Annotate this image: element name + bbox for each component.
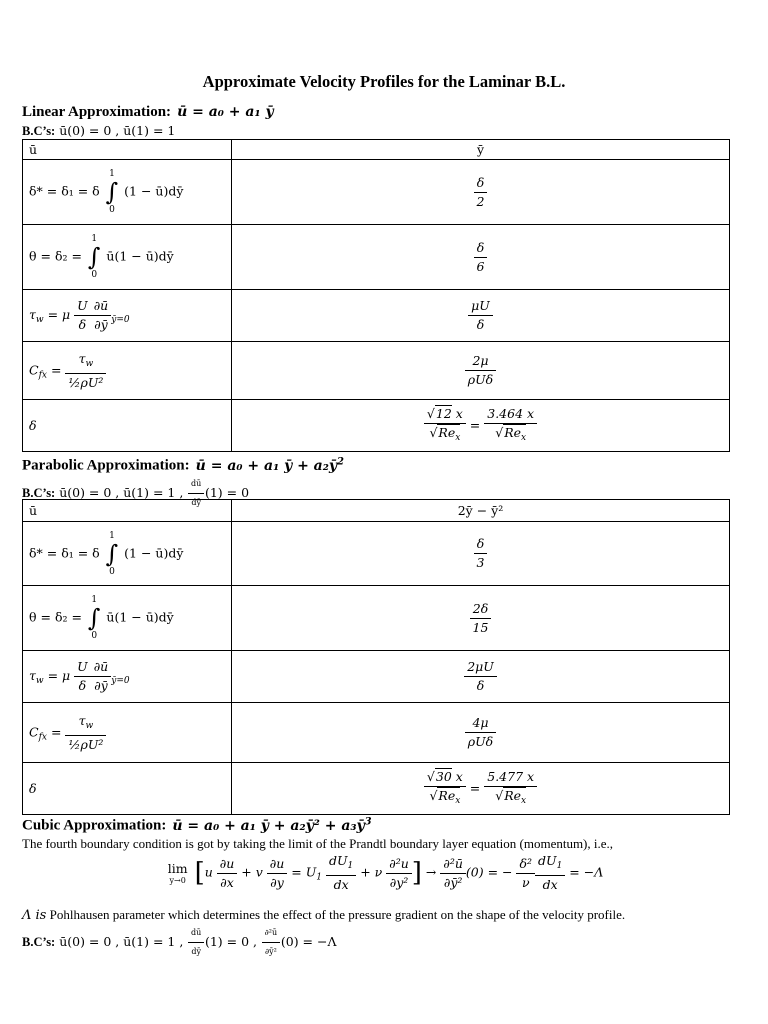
cf-value: $\frac{2\mu}{\text{ρUδ}}$ [465,352,496,389]
parabolic-heading-label: Parabolic Approximation: [22,457,190,474]
pohlhausen-symbol: Λ is [22,908,47,923]
tau-label: $\tau_w = \mu$ $\frac{U}{\delta}$ $\frac{\partial ū}{\partial ȳ}$ $_{ȳ=0}$ [23,290,232,342]
cf-label: $C_{fx}$ = $\frac{\tau_w}{\text{½ρU²}}$ [23,703,232,763]
parabolic-equation: ū = a₀ + a₁ ȳ + $a_2ȳ^2$ [195,456,344,474]
tau-value: $\frac{\mu U}{\delta}$ [468,297,493,334]
integral-sign: 1 ∫ 0 [87,595,101,641]
theta-label: θ = δ₂ = 1 ∫ 0 ū(1 − ū)dȳ [23,586,232,651]
cubic-bc-text: ū(0) = 0 , ū(1) = 1 , [59,934,184,949]
table-row [23,703,730,763]
pohlhausen-text: Λ is Pohlhausen parameter which determines the effect of the pressure gradient on the shape of the velocity profile. [22,907,626,923]
parabolic-table [22,499,730,815]
ubar-label: ū [23,500,232,522]
table-row [23,586,730,651]
linear-bc-label: B.C’s: [22,124,56,138]
parabolic-bc-label: B.C’s: [22,486,56,500]
integral-sign: 1 ∫ 0 [87,234,101,280]
parabolic-bc: B.C’s: ū(0) = 0 , ū(1) = 1 , $\frac{dū}{dȳ}$ (1) = 0 [22,475,249,512]
tau-value: $\frac{2\mu U}{\delta}$ [464,658,497,695]
delta-label: δ [23,763,232,815]
linear-equation: ū = a₀ + a₁ ȳ [177,104,274,120]
cubic-equation: ū = a₀ + a₁ ȳ + a₂ȳ² + $a_3ȳ^3$ [172,816,372,834]
ubar-value: ȳ [232,140,730,160]
table-row [23,225,730,290]
tau-label: $\tau_w = \mu$ $\frac{U}{\delta}$ $\frac{\partial ū}{\partial ȳ}$ $_{ȳ=0}$ [23,651,232,703]
cubic-bc-tail: (0) = −Λ [280,934,337,949]
table-row [23,140,730,160]
linear-heading [22,104,274,121]
cubic-heading [22,816,372,835]
delta-label: δ [23,400,232,452]
table-row [23,500,730,522]
cubic-bc: B.C’s: ū(0) = 0 , ū(1) = 1 , $\frac{dū}{dȳ}$ (1) = 0 , $\frac{\text{∂²ū}}{\text{∂ȳ²}}$ (0) = −Λ [22,924,337,961]
delta-star-label: δ* = δ₁ = δ 1 ∫ 0 (1 − ū)dȳ [23,522,232,586]
delta-star-value: $\frac{\delta}{3}$ [474,535,488,572]
linear-bc [22,123,175,139]
table-row [23,522,730,586]
delta-value: $\frac{√12 x}{√Re_x}$ = $\frac{3.464 x}{√Re_x}$ [232,400,730,452]
table-row [23,400,730,452]
cubic-intro: The fourth boundary condition is got by taking the limit of the Prandtl boundary layer equation (momentum), i.e., [22,836,614,851]
linear-bc-text: ū(0) = 0 , ū(1) = 1 [59,123,176,138]
table-row [23,160,730,225]
theta-value: $\frac{2\delta}{15}$ [470,600,492,637]
table-row [23,763,730,815]
table-row [23,651,730,703]
theta-label: θ = δ₂ = 1 ∫ 0 ū(1 − ū)dȳ [23,225,232,290]
table-row [23,290,730,342]
parabolic-heading [22,456,344,475]
cf-value: $\frac{4\mu}{\text{ρUδ}}$ [465,714,496,751]
linear-heading-label: Linear Approximation: [22,104,172,120]
parabolic-bc-text: ū(0) = 0 , ū(1) = 1 , [59,485,184,500]
delta-star-value: $\frac{\delta}{2}$ [474,174,488,211]
cubic-bc-label: B.C’s: [22,935,56,949]
ubar-value: 2ȳ − ȳ² [232,500,730,522]
table-row [23,342,730,400]
page-title: Approximate Velocity Profiles for the Laminar B.L. [202,72,566,91]
delta-star-label: δ* = δ₁ = δ 1 ∫ 0 (1 − ū)dȳ [23,160,232,225]
cf-label: $C_{fx}$ = $\frac{\tau_w}{\text{½ρU²}}$ [23,342,232,400]
integral-sign: 1 ∫ 0 [105,530,119,577]
theta-value: $\frac{\delta}{6}$ [474,239,488,276]
linear-table [22,139,730,452]
cubic-heading-label: Cubic Approximation: [22,817,167,834]
prandtl-equation: lim y→0 [u $\frac{\partial u}{\partial x}$ + v $\frac{\partial u}{\partial y}$ = $U_1$ $\frac{dU_1}{dx}$ + ν $\frac{\text{∂²u}}{\text{∂y²}}$ ] → $\frac{\text{∂²ū}}{\text{∂ȳ²}}$ (0) = − $\frac{\text{δ²}}{\nu}$ $\frac{dU_1}{dx}$ = −Λ [167,853,604,892]
delta-value: $\frac{√30 x}{√Re_x}$ = $\frac{5.477 x}{√Re_x}$ [232,763,730,815]
cubic-bc-mid: (1) = 0 , [204,934,257,949]
parabolic-bc-tail: (1) = 0 [204,485,250,500]
ubar-label: ū [23,140,232,160]
integral-sign: 1 ∫ 0 [105,169,119,215]
